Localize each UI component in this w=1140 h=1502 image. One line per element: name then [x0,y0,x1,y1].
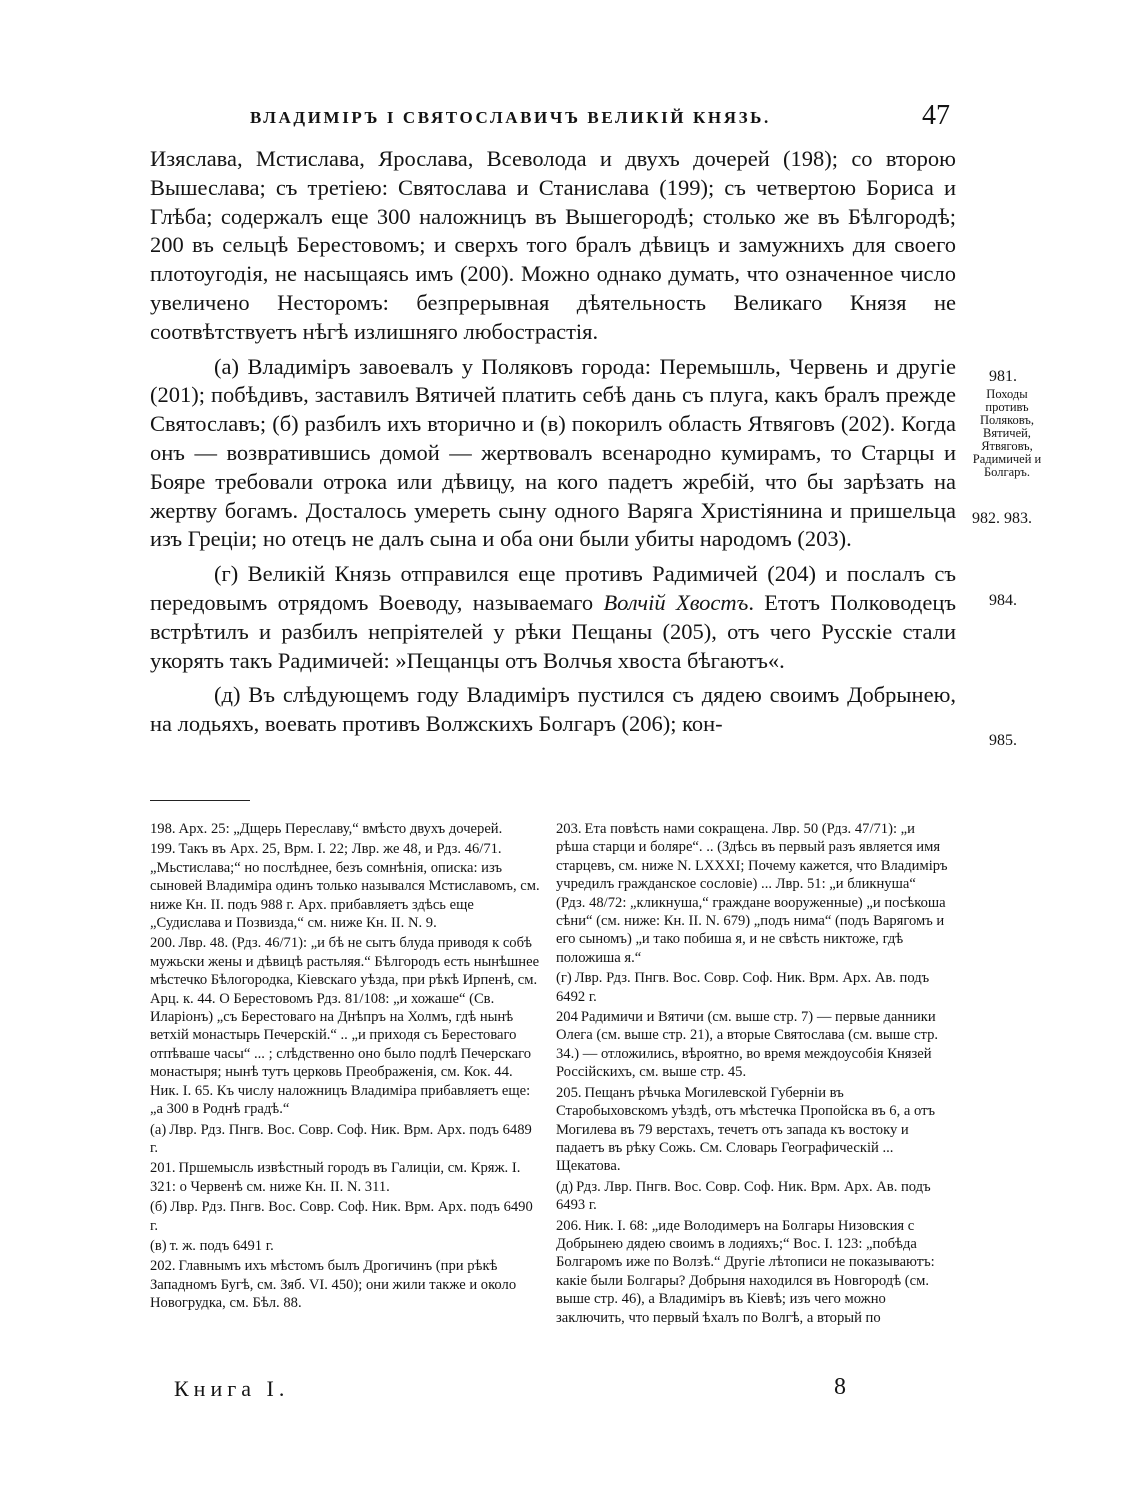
paragraph-4: (д) Въ слѣдующемъ году Владиміръ пустился съ дядею своимъ Добрынею, на лодьяхъ, воевать противъ Волжскихъ Болгаръ (206); кон- [150,682,956,737]
footnote-text: Лвр. Рдз. Пнгв. Вос. Совр. Соф. Ник. Врм. Арх. Ав. подъ 6492 г. [556,970,930,1005]
margin-year-984: 984. [989,592,1017,609]
paragraph-3 [150,560,956,675]
footnote [150,1159,542,1196]
footnote [556,969,948,1006]
margin-year-981: 981. [989,368,1017,385]
footnote-text: т. ж. подъ 6491 г. [169,1237,274,1254]
footnote-divider [150,800,250,801]
footnote-text: Ета повѣсть нами сокращена. Лвр. 50 (Рдз. 47/71): „и рѣша старци и боляре“. .. (Здѣсь въ первый разъ является имя старцевъ, см. ниже N. LXXXI; Почему кажется, что Владиміръ учредилъ гражданское сословіе) ... Лвр. 51: „и бликнуша“ (Рдз. 48/72: „кликнуша,“ граждане вооруженные) „и посѣкоша сѣни“ (см. ниже: Кн. II. N. 679) „подъ нима“ (подъ Варягомъ и его сыномъ) „и тако побиша я, и не свѣсть никтоже, гдѣ положиша я.“ [556,821,948,966]
footnote-text: Рдз. Лвр. Пнгв. Вос. Совр. Соф. Ник. Врм. Арх. Ав. подъ 6493 г. [556,1178,931,1214]
paragraph-3-part-b: . Етотъ Полководецъ встрѣтилъ и разбилъ непріятелей у рѣки Пещаны (205), отъ чего Русскіе стали укорять такъ Радимичей: »Пещанцы отъ Волчья хвоста бѣгаютъ«. [150,589,956,673]
footnote-text: Лвр. 48. (Рдз. 46/71): „и бѣ не сытъ блуда приводя к собѣ мужьски жены и дѣвицѣ растьляя.“ Бѣлгородъ есть нынѣшнее мѣстечко Бѣлогородка, Кіевскаго уѣзда, при рѣкѣ Ирпенѣ, см. Арц. к. 44. О Берестовомъ Рдз. 81/108: „и хожаше“ (Св. Иларіонъ) „съ Берестоваго на Днѣпръ на Холмъ, гдѣ нынѣ ветхій монастырь Печерскій.“ .. „и приходя съ Берестоваго отпѣваше часы“ ... ; слѣдственно оно было подлѣ Печерскаго монастыря; нынѣ тутъ церковь Преображенія, см. Кок. 44. Ник. I. 65. Къ числу наложницъ Владиміра прибавляетъ еще: „а 300 в Роднѣ градѣ.“ [150,935,540,1118]
footnote-number: 206. [556,1217,582,1234]
margin-note-campaigns: Походы противъ Поляковъ, Вятичей, Ятвяговъ, Радимичей и Болгаръ. [972,387,1042,479]
footnote [150,1257,542,1312]
footnote-number: 199. [150,841,176,858]
footnote [150,840,542,932]
footnote-text: Пещанъ рѣчька Могилевской Губерніи въ Старобыховскомъ уѣздѣ, отъ мѣстечка Пропойска въ 6, а отъ Могилева въ 79 верстахъ, течетъ отъ запада къ востоку и падаетъ въ рѣку Сожь. См. Словарь Географическій ... Щекатова. [556,1084,936,1175]
footnote-number: 202. [150,1258,176,1275]
running-title: ВЛАДИМІРЪ І СВЯТОСЛАВИЧЪ ВЕЛИКІЙ КНЯЗЬ. [250,108,771,127]
margin-year-985: 985. [989,732,1017,749]
footnote [150,820,542,838]
footnote-text: Пршемысль извѣстный городъ въ Галиціи, см. Кряж. I. 321: о Червенѣ см. ниже Кн. II. N. 311. [150,1160,521,1195]
footnote-number: (а) [150,1121,167,1138]
paragraph-2: (а) Владиміръ завоевалъ у Поляковъ города: Перемышль, Червень и другіе (201); побѣдивъ, заставилъ Вятичей платить себѣ дань съ плуга, какъ бралъ прежде Святославъ; (б) разбилъ ихъ вторично и (в) покорилъ область Ятвяговъ (202). Когда онъ — возвратившись домой — жертвовалъ всенародно кумирамъ, то Старцы и Бояре требовали отрока или дѣвицу, на кого падетъ жребій, что бы зарѣзать на жертву богамъ. Досталось умереть сыну одного Варяга Христіянина и пришельца изъ Греціи; но отецъ не далъ сына и оба они были убиты народомъ (203). [150,353,956,552]
footnote [150,1121,542,1158]
paragraph-1: Изяслава, Мстислава, Ярослава, Всеволода и двухъ дочерей (198); со второю Вышеслава; съ третіею: Святослава и Станислава (199); съ четвертою Бориса и Глѣба; содержалъ еще 300 наложницъ въ Вышегородѣ; столько же въ Бѣлгородѣ; 200 въ сельцѣ Берестовомъ; и сверхъ того бралъ дѣвицъ и замужнихъ для своего плотоугодія, не насыщаясь имъ (200). Можно однако думать, что означенное число увеличено Несторомъ: безпрерывная дѣятельность Великаго Князя не соотвѣтствуетъ нѣгѣ излишняго любострастія. [150,146,956,344]
footnote [150,1237,542,1255]
page-number: 47 [922,100,950,131]
footnote-text: Лвр. Рдз. Пнгв. Вос. Совр. Соф. Ник. Врм. Арх. подъ 6490 г. [150,1199,533,1234]
footnote-number: (б) [150,1199,168,1216]
footnotes-right-column [556,820,948,1329]
footnote [556,1008,948,1082]
footnote-text: Арх. 25: „Дщерь Переславу,“ вмѣсто двухъ дочерей. [178,821,503,837]
footnote [150,1198,542,1235]
footnote-number: 204 [556,1009,578,1026]
footnote-number: 198. [150,821,176,837]
footnote [556,820,948,967]
main-text [150,145,956,739]
paragraph-3-italic-name: Волчій Хвостъ [603,589,749,615]
footnote [556,1217,948,1327]
page-header [150,100,960,144]
footnote-text: Лвр. Рдз. Пнгв. Вос. Совр. Соф. Ник. Врм. Арх. подъ 6489 г. [150,1121,532,1156]
footnote [556,1178,948,1215]
margin-years-982-983: 982. 983. [972,510,1032,527]
footnote-text: Радимичи и Вятичи (см. выше стр. 7) — первые данники Олега (см. выше стр. 21), а вторые Святослава (см. выше стр. 34.) — отложились, вѣроятно, во время междоусобія Князей Россійскихъ, см. выше стр. 45. [556,1009,939,1081]
book-label: Книга I. [174,1376,290,1401]
footnote-number: 201. [150,1160,176,1177]
footnote-text: Такъ въ Арх. 25, Врм. I. 22; Лвр. же 48, и Рдз. 46/71. „Мьстислава;“ но послѣднее, безъ сомнѣнія, описка: изъ сыновей Владиміра одинъ только назывался Мстиславомъ, см. ниже Кн. II. подъ 988 г. Арх. прибавляетъ здѣсь еще „Судислава и Позвизда,“ см. ниже Кн. II. N. 9. [150,841,540,932]
paragraph-3-part-a: (г) Великій Князь отправился еще противъ Радимичей (204) и послалъ съ передовымъ отрядомъ Воеводу, называемаго [150,561,956,615]
printer-signature: 8 [834,1374,846,1400]
footnote-number: 205. [556,1084,582,1101]
footnote-text: Главнымъ ихъ мѣстомъ былъ Дрогичинъ (при рѣкѣ Западномъ Бугѣ, см. Зяб. VI. 450); они жили также и около Новогрудка, см. Бѣл. 88. [150,1258,517,1312]
footnote-number: (д) [556,1178,574,1195]
page-footer [174,1376,874,1406]
footnote [556,1084,948,1176]
footnote [150,934,542,1118]
footnote-number: 203. [556,821,582,837]
footnote-number: (г) [556,970,572,987]
footnotes-left-column [150,820,542,1315]
footnote-number: (в) [150,1237,167,1254]
footnote-text: Ник. I. 68: „иде Володимеръ на Болгары Низовския с Добрынею дядею своимъ в лодияхъ;“ Вос. I. 123: „побѣда Болгаромъ иже по Волзѣ.“ Другіе лѣтописи не показываютъ: какіе были Болгары? Добрыня находился въ Новгородѣ (см. выше стр. 46), а Владиміръ въ Кіевѣ; изъ чего можно заключить, что первый ѣхалъ по Волгѣ, а вторый по [556,1217,935,1326]
footnote-number: 200. [150,935,176,952]
